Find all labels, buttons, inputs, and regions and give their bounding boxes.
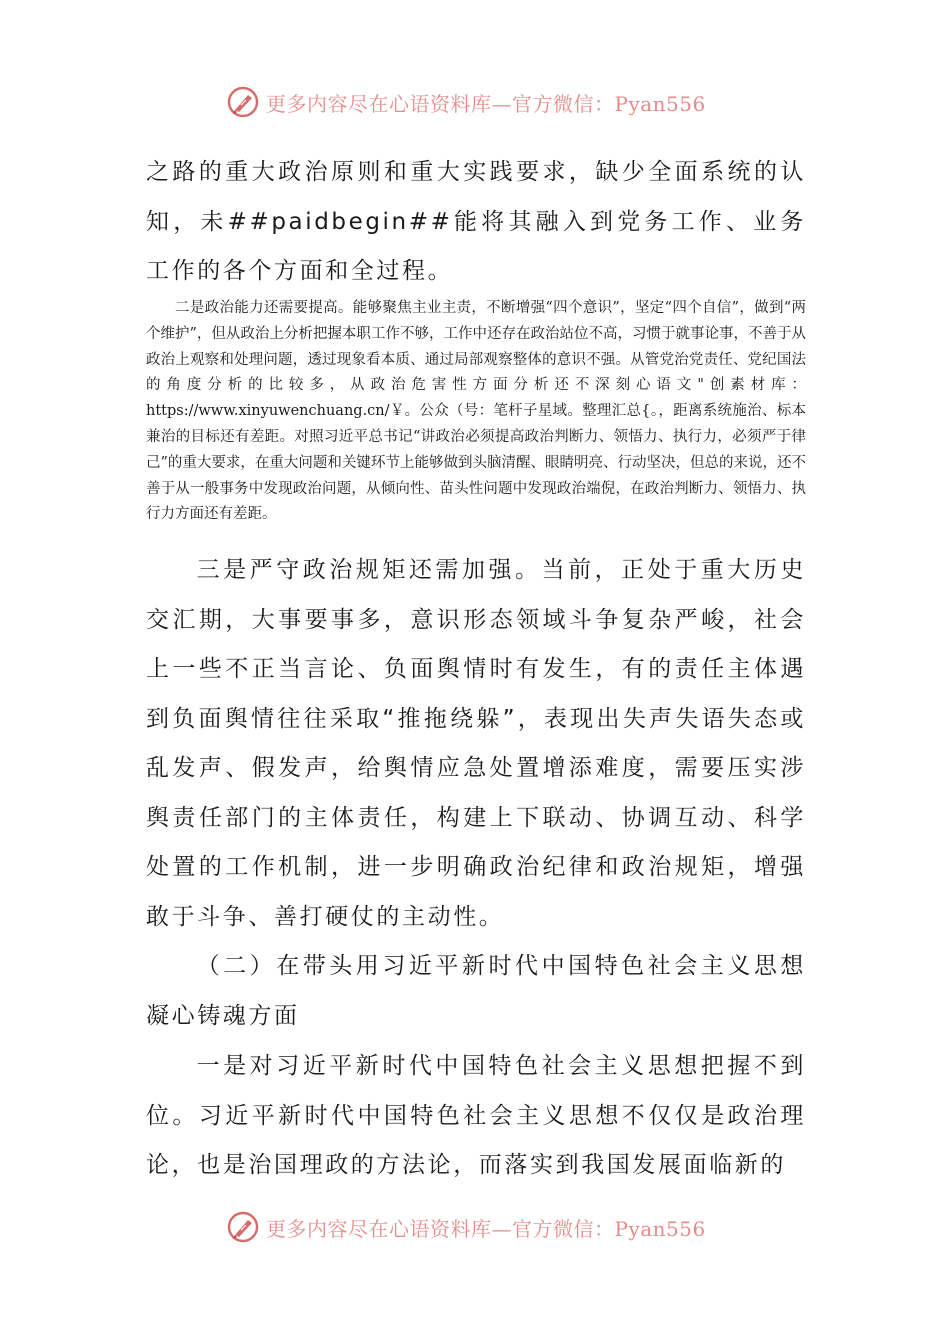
paragraph-continuation: 之路的重大政治原则和重大实践要求，缺少全面系统的认知，未##paidbegin##能将其融入到党务工作、业务工作的各个方面和全过程。 bbox=[146, 159, 806, 284]
watermark-banner-top bbox=[226, 82, 726, 122]
paragraph-political-ability: 二是政治能力还需要提高。能够聚焦主业主责，不断增强“四个意识”，坚定“四个自信”，做到“两个维护”，但从政治上分析把握本职工作不够，工作中还存在政治站位不高，习惯于就事论事，不善于从政治上观察和处理问题，透过现象看本质、通过局部观察整体的意识不强。从管党治党责任、党纪国法的角度分析的比较多，从政治危害性方面分析还不深刻心语文"创素材库：https://www.xinyuwenchuang.cn/￥。公众（号：笔杆子星域。整理汇总{。，距离系统施治、标本兼治的目标还有差距。对照习近平总书记“讲政治必须提高政治判断力、领悟力、执行力，必须严于律己”的重大要求，在重大问题和关键环节上能够做到头脑清醒、眼睛明亮、行动坚决，但总的来说，还不善于从一般事务中发现政治问题，从倾向性、苗头性问题中发现政治端倪，在政治判断力、领悟力、执行力方面还有差距。 bbox=[146, 300, 806, 523]
paragraph-thought-grasp: 一是对习近平新时代中国特色社会主义思想把握不到位。习近平新时代中国特色社会主义思想不仅仅是政治理论，也是治国理政的方法论，而落实到我国发展面临新的 bbox=[146, 1053, 806, 1178]
paragraph-political-rules: 三是严守政治规矩还需加强。当前，正处于重大历史交汇期，大事要事多，意识形态领域斗争复杂严峻，社会上一些不正当言论、负面舆情时有发生，有的责任主体遇到负面舆情往往采取“推拖绕躲”，表现出失声失语失态或乱发声、假发声，给舆情应急处置增添难度，需要压实涉舆责任部门的主体责任，构建上下联动、协调互动、科学处置的工作机制，进一步明确政治纪律和政治规矩，增强敢于斗争、善打硬仗的主动性。 bbox=[146, 557, 806, 930]
pen-nib-logo-icon bbox=[226, 1210, 260, 1244]
watermark-text: 更多内容尽在心语资料库—官方微信：Pyan556 bbox=[266, 91, 706, 116]
watermark-text: 更多内容尽在心语资料库—官方微信：Pyan556 bbox=[266, 1216, 706, 1241]
pen-nib-logo-icon bbox=[226, 85, 260, 119]
watermark-banner-bottom bbox=[226, 1207, 726, 1247]
section-heading-two: （二）在带头用习近平新时代中国特色社会主义思想凝心铸魂方面 bbox=[146, 953, 806, 1029]
